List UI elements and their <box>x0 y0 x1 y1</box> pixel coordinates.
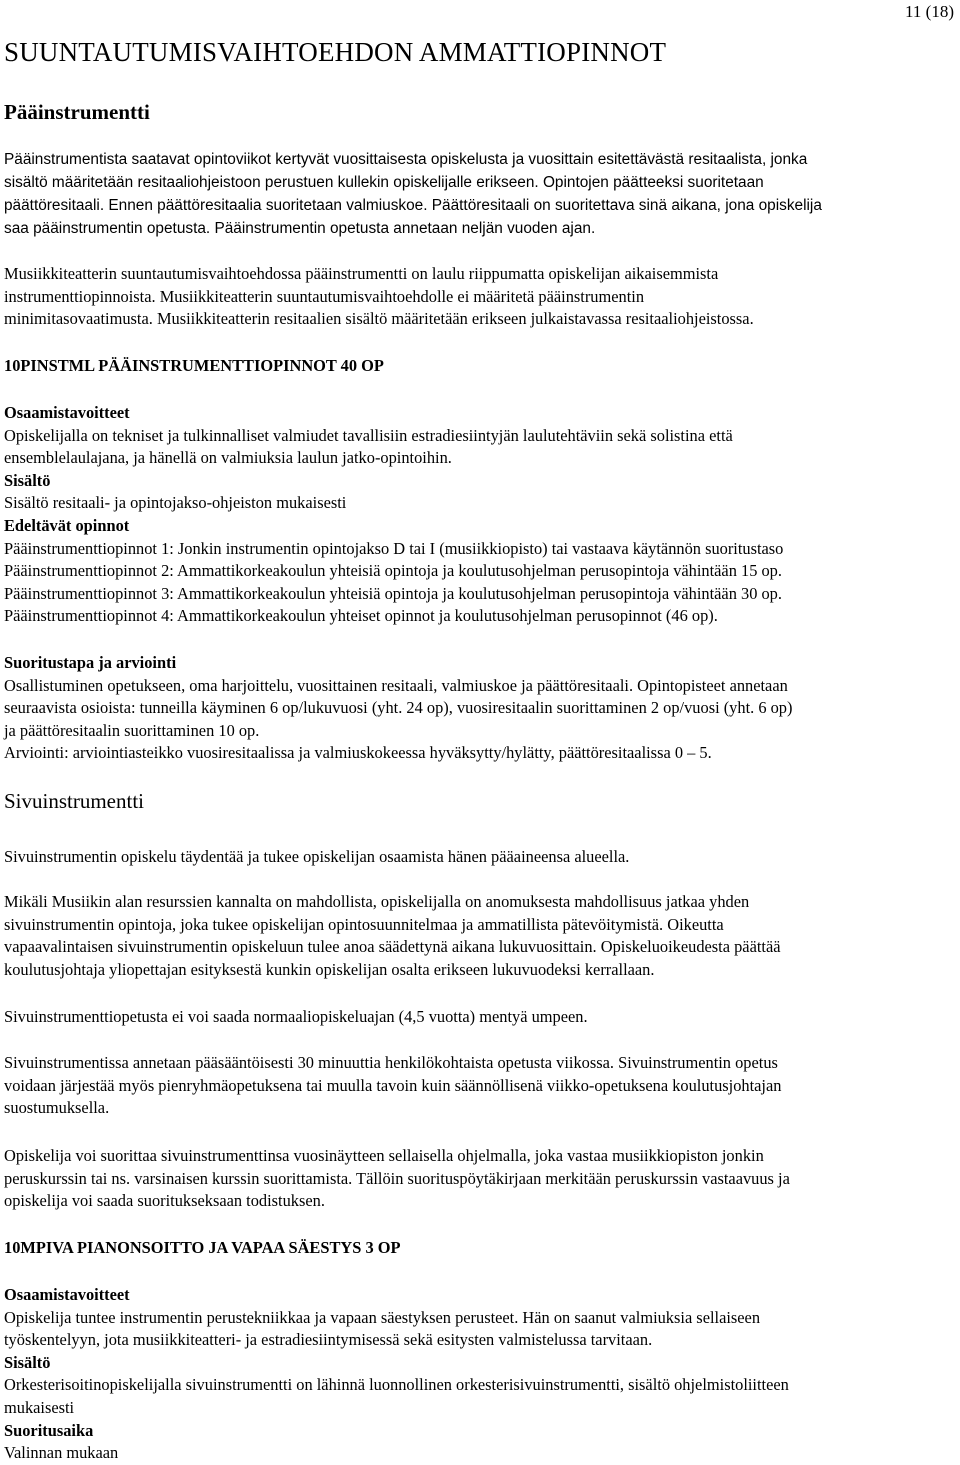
course-code-10mpiva: 10MPIVA PIANONSOITTO JA VAPAA SÄESTYS 3 OP <box>4 1238 401 1257</box>
text-line: Pääinstrumenttiopinnot 4: Ammattikorkeakoulun yhteiset opinnot ja koulutusohjelman perusopinnot (46 op). <box>4 606 718 626</box>
text-line: suostumuksella. <box>4 1098 110 1118</box>
text-line: seuraavista osioista: tunneilla käyminen 6 op/lukuvuosi (yht. 24 op), vuosiresitaalin suorittaminen 2 op/vuosi (yht. 6 op) <box>4 698 793 718</box>
text-line: Sivuinstrumenttiopetusta ei voi saada normaaliopiskeluajan (4,5 vuotta) mentyä umpeen. <box>4 1007 588 1026</box>
text-line: ja päättöresitaalin suorittaminen 10 op. <box>4 720 260 740</box>
text-line: vapaavalintaisen sivuinstrumentin opiskeluun tulee anoa säädettynä aikana lukuvuosittain. Opiskeluoikeudesta päättää <box>4 937 781 957</box>
page-number: 11 (18) <box>905 2 954 21</box>
label-edeltavat-opinnot: Edeltävät opinnot <box>4 515 130 535</box>
text-line: Opiskelija tuntee instrumentin perustekniikkaa ja vapaan säestyksen perusteet. Hän on saanut valmiuksia sellaiseen <box>4 1307 761 1327</box>
text-line: peruskurssin tai ns. varsinaisen kurssin suorittamista. Tällöin suorituspöytäkirjaan merkitään peruskurssin vastaavuus ja <box>4 1168 790 1188</box>
text-line: Opiskelija voi suorittaa sivuinstrumenttinsa vuosinäytteen sellaisella ohjelmalla, joka vastaa musiikkiopiston jonkin <box>4 1146 764 1165</box>
paragraph-sivuinstrumentti-1 <box>4 846 954 869</box>
label-suoritusaika: Suoritusaika <box>4 1420 94 1440</box>
paragraph-sivuinstrumentti-4 <box>4 1052 954 1120</box>
text-line: voidaan järjestää myös pienryhmäopetuksena tai muulla tavoin kuin säännöllisenä viikko-opetuksena koulutusjohtajan <box>4 1075 782 1095</box>
text-line: Arviointi: arviointiasteikko vuosiresitaalissa ja valmiuskokeessa hyväksytty/hylätty, päättöresitaalissa 0 – 5. <box>4 743 712 763</box>
course-10pinstml-details <box>4 402 954 628</box>
section-heading-sivuinstrumentti: Sivuinstrumentti <box>4 789 145 813</box>
text-line: päättöresitaali. Ennen päättöresitaalia suoritetaan valmiuskoe. Päättöresitaali on suoritettava sinä aikana, jona opiskelija <box>4 197 822 214</box>
text-line: minimitasovaatimusta. Musiikkiteatterin resitaalien sisältö määritetään erikseen julkaistavassa resitaaliohjeistossa. <box>4 309 754 329</box>
text-line: opiskelija voi saada suoritukseksaan todistuksen. <box>4 1191 325 1211</box>
label-osaamistavoitteet: Osaamistavoitteet <box>4 1285 130 1304</box>
text-line: Sivuinstrumentin opiskelu täydentää ja tukee opiskelijan osaamista hänen pääaineensa alueella. <box>4 847 630 866</box>
text-line: instrumenttiopinnoista. Musiikkiteatterin suuntautumisvaihtoehdolle ei määritetä pääinstrumentin <box>4 286 645 306</box>
label-sisalto: Sisältö <box>4 470 51 490</box>
text-line: Valinnan mukaan <box>4 1443 119 1463</box>
text-line: Pääinstrumenttiopinnot 2: Ammattikorkeakoulun yhteisiä opintoja ja koulutusohjelman perusopintoja vähintään 15 op. <box>4 561 782 581</box>
text-line: Mikäli Musiikin alan resurssien kannalta on mahdollista, opiskelijalla on anomuksesta mahdollisuus jatkaa yhden <box>4 892 750 911</box>
text-line: Osallistuminen opetukseen, oma harjoittelu, vuosittainen resitaali, valmiuskoe ja päättöresitaali. Opintopisteet annetaan <box>4 675 788 695</box>
text-line: ensemblelaulajana, ja hänellä on valmiuksia laulun jatko-opintoihin. <box>4 448 452 468</box>
paragraph-sivuinstrumentti-2 <box>4 891 954 981</box>
text-line: sivuinstrumentin opintoja, joka tukee opiskelijan opintosuunnitelmaa ja ammatillista pätevöitymistä. Oikeutta <box>4 914 724 934</box>
text-line: Pääinstrumenttiopinnot 1: Jonkin instrumentin opintojakso D tai I (musiikkiopisto) tai vastaava käytännön suoritustaso <box>4 538 784 558</box>
text-line: Orkesterisoitinopiskelijalla sivuinstrumentti on lähinnä luonnollinen orkesterisivuinstrumentti, sisältö ohjelmistoliitteen <box>4 1375 789 1395</box>
text-line: Pääinstrumentista saatavat opintoviikot kertyvät vuosittaisesta opiskelusta ja vuosittain esitettävästä resitaalista, jonka <box>4 151 808 168</box>
paragraph-sivuinstrumentti-3 <box>4 1006 954 1029</box>
page-title: SUUNTAUTUMISVAIHTOEHDON AMMATTIOPINNOT <box>4 37 667 67</box>
paragraph-musiikkiteatteri <box>4 263 954 331</box>
paragraph-sivuinstrumentti-5 <box>4 1145 954 1213</box>
text-line: mukaisesti <box>4 1397 75 1417</box>
label-suoritustapa-ja-arviointi: Suoritustapa ja arviointi <box>4 653 177 672</box>
text-line: Opiskelijalla on tekniset ja tulkinnalliset valmiudet tavallisiin estradiesiintyjän laulutehtäviin sekä solistina että <box>4 425 733 445</box>
label-sisalto: Sisältö <box>4 1352 51 1372</box>
text-line: koulutusjohtaja yliopettajan esityksestä kunkin opiskelijan osalta erikseen lukuvuodeksi kerrallaan. <box>4 959 655 979</box>
text-line: Pääinstrumenttiopinnot 3: Ammattikorkeakoulun yhteisiä opintoja ja koulutusohjelman perusopintoja vähintään 30 op. <box>4 583 782 603</box>
text-line: saa pääinstrumentin opetusta. Pääinstrumentin opetusta annetaan neljän vuoden ajan. <box>4 220 596 237</box>
section-heading-paainstrumentti: Pääinstrumentti <box>4 100 150 124</box>
label-osaamistavoitteet: Osaamistavoitteet <box>4 403 130 422</box>
text-line: Sivuinstrumentissa annetaan pääsääntöisesti 30 minuuttia henkilökohtaista opetusta viikossa. Sivuinstrumentin opetus <box>4 1053 778 1072</box>
course-10pinstml-assessment <box>4 652 954 765</box>
course-code-10pinstml: 10PINSTML PÄÄINSTRUMENTTIOPINNOT 40 OP <box>4 356 384 375</box>
course-10mpiva-details <box>4 1284 954 1465</box>
text-line: sisältö määritetään resitaaliohjeistoon perustuen kullekin opiskelijalle erikseen. Opintojen päätteeksi suoritetaan <box>4 174 764 191</box>
text-line: Musiikkiteatterin suuntautumisvaihtoehdossa pääinstrumentti on laulu riippumatta opiskelijan aikaisemmista <box>4 264 719 283</box>
paragraph-paainstrumentti-intro <box>4 148 954 240</box>
text-line: työskentelyyn, jota musiikkiteatteri- ja estradiesiintymisessä sekä esitysten valmistelussa tarvitaan. <box>4 1330 653 1350</box>
text-line: Sisältö resitaali- ja opintojakso-ohjeiston mukaisesti <box>4 493 347 513</box>
